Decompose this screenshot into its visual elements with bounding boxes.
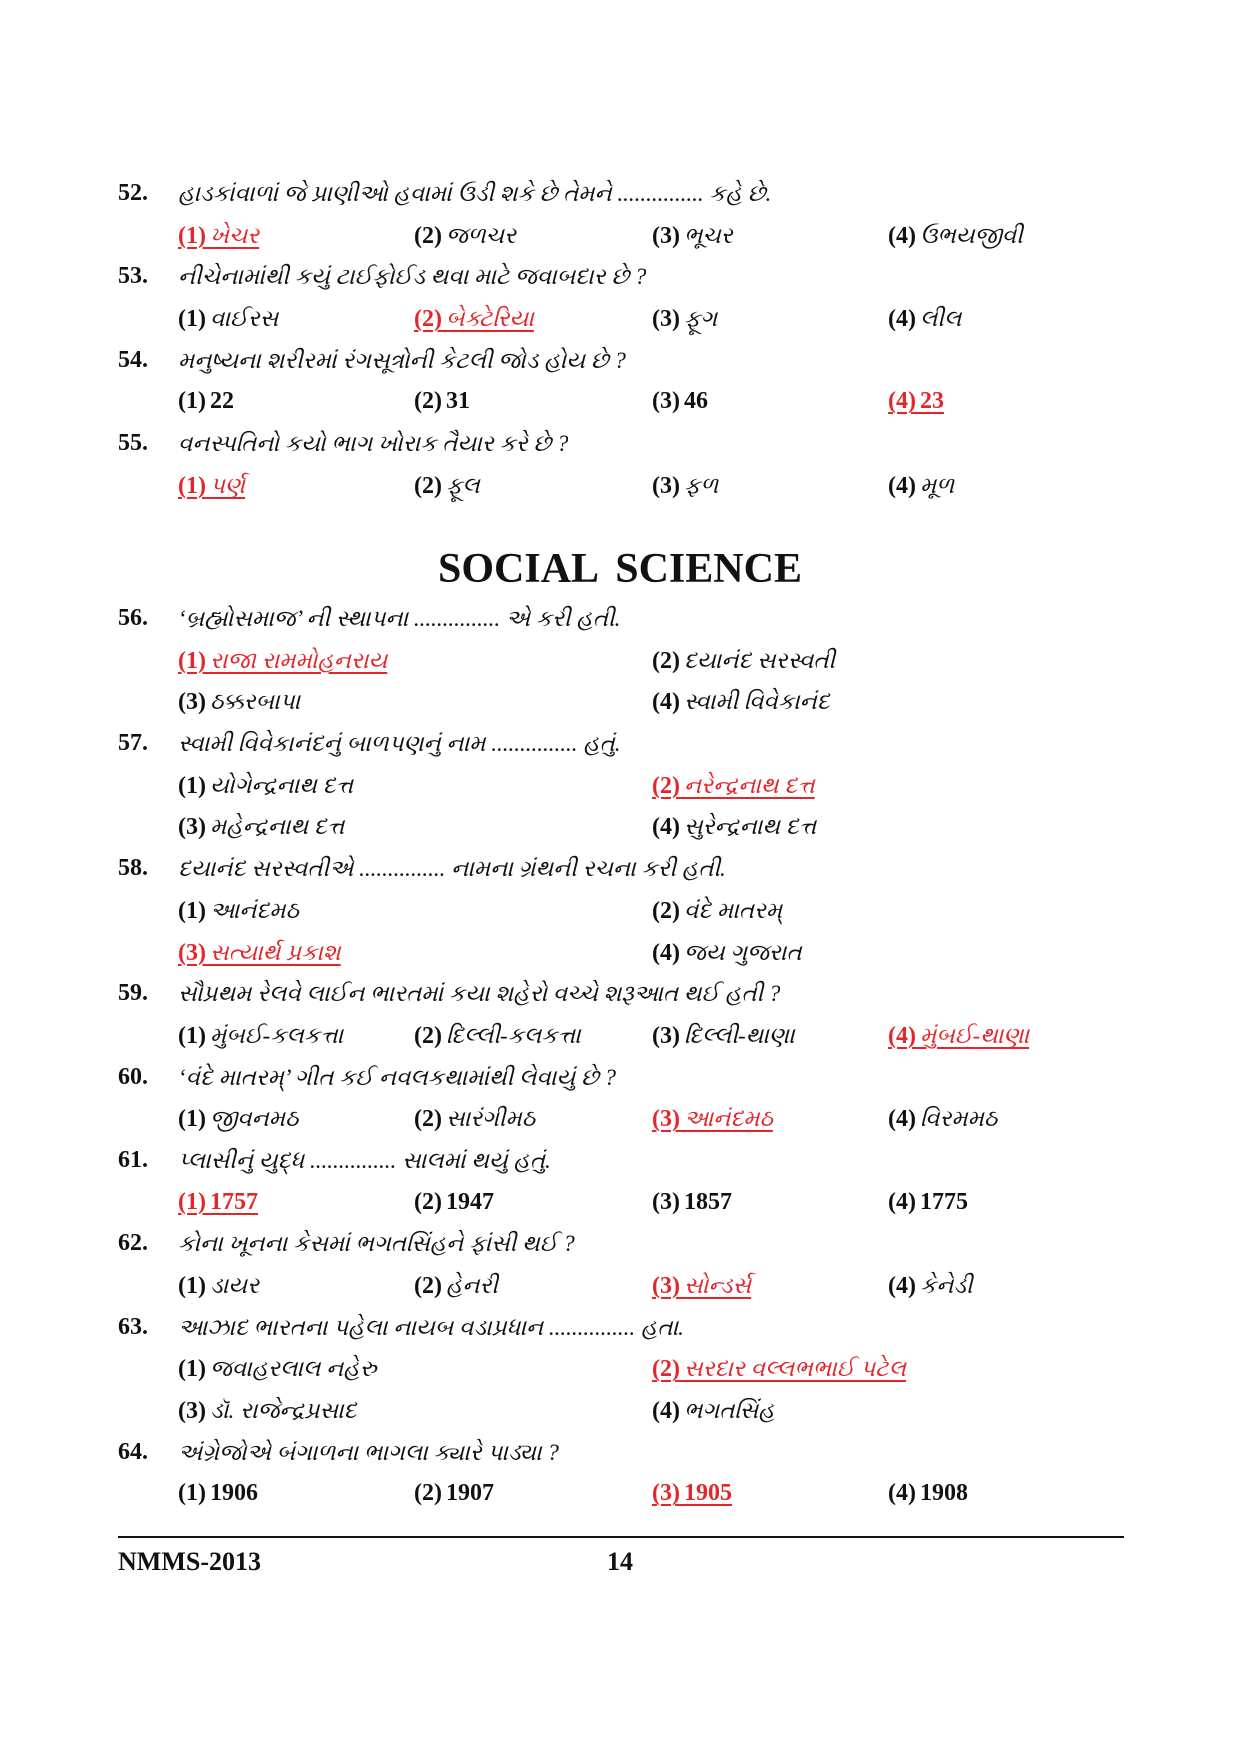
options-row: [0, 890, 1240, 932]
question-line: [0, 1432, 1240, 1474]
options-row: [0, 1098, 1240, 1140]
question-line: [0, 598, 1240, 640]
option-text: યોગેન્દ્રનાથ દત્ત: [209, 772, 354, 798]
question-61: [0, 1140, 1240, 1223]
options-row: [0, 1265, 1240, 1307]
option-label: (3): [652, 388, 680, 415]
question-number: 61.: [118, 1146, 148, 1173]
option-text: 1908: [919, 1480, 968, 1507]
social-science-questions: [0, 598, 1240, 1515]
page-number: 14: [607, 1547, 633, 1576]
option-3: [178, 681, 300, 726]
option-3: [178, 806, 344, 851]
footer-divider: [118, 1536, 1124, 1538]
question-number: 64.: [118, 1438, 148, 1465]
option-3: [178, 1390, 357, 1435]
question-text: આઝાદ ભારતના પહેલા નાયબ વડાપ્રધાન ............... હતા.: [178, 1314, 684, 1340]
option-text: પર્ણ: [209, 472, 245, 498]
option-label: (4): [652, 939, 680, 966]
question-number: 52.: [118, 180, 148, 206]
option-1: [178, 465, 245, 510]
question-64: [0, 1432, 1240, 1515]
question-55: [0, 423, 1240, 506]
option-text: હેનરી: [445, 1273, 498, 1298]
option-4: [652, 806, 816, 851]
option-2: [414, 381, 470, 425]
option-text: જીવનમઠ: [209, 1106, 299, 1132]
option-label: (2): [414, 388, 442, 415]
option-text: ભૂચર: [683, 222, 733, 248]
option-label: (3): [652, 222, 680, 249]
option-label: (2): [652, 647, 680, 674]
option-text: મુંબઈ-કલકત્તા: [209, 1022, 344, 1048]
question-line: [0, 423, 1240, 465]
option-label: (3): [652, 1480, 680, 1507]
option-2: [414, 1015, 581, 1060]
option-label: (3): [652, 472, 680, 499]
option-text: જય ગુજરાત: [683, 939, 802, 965]
question-line: [0, 1140, 1240, 1182]
option-text: ડાયર: [209, 1273, 259, 1298]
option-1: [178, 215, 259, 260]
question-number: 63.: [118, 1313, 148, 1340]
option-text: ઉભયજીવી: [919, 222, 1023, 248]
options-row: [0, 681, 1240, 723]
option-3: [652, 1473, 732, 1517]
option-text: જળચર: [445, 222, 516, 248]
option-label: (2): [414, 222, 442, 249]
options-row: [0, 640, 1240, 682]
options-row: [0, 1348, 1240, 1390]
option-1: [178, 381, 234, 425]
option-label: (2): [414, 1480, 442, 1507]
section-heading: SOCIAL SCIENCE: [438, 546, 802, 592]
option-label: (3): [652, 1188, 680, 1215]
option-text: સારંગીમઠ: [445, 1106, 536, 1132]
question-line: [0, 1223, 1240, 1265]
option-label: (3): [652, 1022, 680, 1049]
option-label: (1): [178, 1273, 206, 1299]
option-3: [652, 1098, 773, 1143]
option-text: 31: [445, 388, 470, 415]
option-text: 1857: [683, 1188, 732, 1215]
option-4: [652, 932, 802, 977]
option-label: (2): [414, 472, 442, 499]
question-line: [0, 173, 1240, 215]
option-4: [888, 465, 954, 510]
option-label: (4): [888, 1188, 916, 1215]
option-4: [888, 1098, 997, 1143]
question-text: ‘બ્રહ્મોસમાજ’ ની સ્થાપના ............... એ કરી હતી.: [178, 606, 621, 631]
options-row: [0, 1015, 1240, 1057]
option-label: (4): [652, 689, 680, 716]
options-row: [0, 465, 1240, 507]
question-number: 53.: [118, 263, 148, 290]
option-4: [652, 1390, 775, 1435]
question-number: 60.: [118, 1063, 148, 1090]
option-text: 1905: [683, 1480, 732, 1507]
question-63: [0, 1307, 1240, 1432]
question-line: [0, 340, 1240, 382]
option-label: (1): [178, 388, 206, 415]
option-text: 1757: [209, 1188, 258, 1215]
options-row: [0, 765, 1240, 807]
science-questions: [0, 173, 1240, 507]
option-text: મહેન્દ્રનાથ દત્ત: [209, 814, 345, 840]
question-54: [0, 340, 1240, 423]
option-text: ભગતસિંહ: [683, 1398, 775, 1424]
option-2: [414, 215, 516, 260]
option-label: (1): [178, 1188, 206, 1215]
question-line: [0, 1057, 1240, 1099]
question-56: [0, 598, 1240, 723]
question-58: [0, 848, 1240, 973]
exam-code: NMMS-2013: [118, 1547, 261, 1576]
question-text: ‘વંદે માતરમ્’ ગીત કઈ નવલકથામાંથી લેવાયું છે ?: [178, 1064, 616, 1090]
option-text: 46: [683, 388, 708, 415]
option-label: (1): [178, 1480, 206, 1507]
option-2: [652, 765, 815, 810]
option-4: [888, 298, 961, 343]
option-label: (2): [414, 1273, 442, 1299]
option-4: [652, 681, 830, 726]
option-text: કેનેડી: [919, 1273, 973, 1298]
option-4: [888, 1473, 968, 1517]
options-row: [0, 932, 1240, 974]
option-label: (1): [178, 897, 206, 924]
option-label: (2): [652, 897, 680, 924]
option-text: ફૂલ: [445, 472, 480, 498]
option-text: મુંબઈ-થાણા: [919, 1022, 1030, 1048]
option-text: નરેન્દ્રનાથ દત્ત: [683, 772, 815, 798]
option-1: [178, 1348, 376, 1393]
option-3: [652, 215, 733, 260]
option-label: (2): [652, 772, 680, 799]
question-number: 58.: [118, 855, 148, 882]
option-1: [178, 1265, 259, 1310]
option-label: (4): [888, 1480, 916, 1507]
question-text: નીચેનામાંથી કયું ટાઈફોઈડ થવા માટે જવાબદાર છે ?: [178, 264, 647, 290]
option-label: (2): [414, 1022, 442, 1049]
options-row: [0, 1390, 1240, 1432]
option-label: (2): [652, 1356, 680, 1383]
option-text: વંદે માતરમ્: [683, 897, 783, 923]
option-2: [414, 465, 480, 510]
options-row: [0, 298, 1240, 340]
option-label: (3): [178, 814, 206, 841]
option-text: 23: [919, 388, 944, 415]
options-row: [0, 381, 1240, 423]
option-label: (3): [652, 1273, 680, 1299]
option-2: [652, 890, 782, 935]
question-line: [0, 973, 1240, 1015]
option-text: આનંદમઠ: [683, 1106, 773, 1132]
option-text: આનંદમઠ: [209, 897, 299, 923]
question-62: [0, 1223, 1240, 1306]
option-text: વાઈરસ: [209, 306, 279, 332]
option-text: જવાહરલાલ નહેરુ: [209, 1356, 377, 1382]
option-3: [652, 465, 718, 510]
question-60: [0, 1057, 1240, 1140]
option-label: (4): [652, 1398, 680, 1425]
options-row: [0, 1182, 1240, 1224]
option-3: [652, 1015, 795, 1060]
option-label: (4): [888, 388, 916, 415]
question-text: કોના ખૂનના કેસમાં ભગતસિંહને ફાંસી થઈ ?: [178, 1231, 575, 1257]
option-3: [652, 381, 708, 425]
option-label: (1): [178, 222, 206, 249]
option-2: [414, 1473, 494, 1517]
question-line: [0, 1307, 1240, 1349]
option-text: મૂળ: [919, 472, 955, 498]
option-4: [888, 1015, 1029, 1060]
option-label: (1): [178, 647, 206, 674]
question-text: દયાનંદ સરસ્વતીએ ............... નામના ગ્રંથની રચના કરી હતી.: [178, 856, 726, 882]
question-line: [0, 723, 1240, 765]
question-text: અંગ્રેજોએ બંગાળના ભાગલા ક્યારે પાડ્યા ?: [178, 1439, 559, 1465]
question-number: 59.: [118, 980, 148, 1007]
option-1: [178, 890, 299, 935]
option-1: [178, 765, 353, 810]
option-2: [414, 1265, 498, 1310]
option-text: સુરેન્દ્રનાથ દત્ત: [683, 814, 817, 840]
option-text: 1906: [209, 1480, 258, 1507]
option-label: (4): [888, 1022, 916, 1049]
option-2: [652, 640, 835, 685]
question-number: 54.: [118, 346, 148, 373]
question-text: હાડકાંવાળાં જે પ્રાણીઓ હવામાં ઉડી શકે છે તેમને ............... કહે છે.: [178, 181, 772, 206]
option-label: (3): [178, 689, 206, 716]
option-text: દયાનંદ સરસ્વતી: [683, 647, 836, 673]
question-52: [0, 173, 1240, 256]
option-text: લીલ: [919, 306, 962, 332]
option-label: (4): [652, 814, 680, 841]
option-text: રાજા રામમોહનરાય: [209, 647, 388, 673]
question-57: [0, 723, 1240, 848]
option-3: [652, 1265, 751, 1310]
option-label: (1): [178, 1022, 206, 1049]
option-text: દિલ્લી-કલકત્તા: [445, 1022, 581, 1048]
option-4: [888, 1265, 973, 1310]
option-label: (4): [888, 472, 916, 499]
option-1: [178, 1098, 298, 1143]
question-text: વનસ્પતિનો કયો ભાગ ખોરાક તૈયાર કરે છે ?: [178, 431, 569, 457]
option-label: (1): [178, 472, 206, 499]
option-text: બેક્ટેરિયા: [445, 306, 534, 332]
option-label: (3): [652, 306, 680, 333]
option-2: [414, 298, 534, 343]
option-text: ફળ: [683, 472, 719, 498]
option-1: [178, 1015, 343, 1060]
question-text: પ્લાસીનું યુદ્ધ ............... સાલમાં થયું હતું.: [178, 1147, 551, 1173]
option-text: સત્યાર્થ પ્રકાશ: [209, 939, 341, 965]
option-text: દિલ્લી-થાણા: [683, 1022, 795, 1048]
option-1: [178, 640, 387, 685]
option-text: સરદાર વલ્લભભાઈ પટેલ: [683, 1356, 906, 1382]
option-label: (4): [888, 306, 916, 333]
option-text: ફૂગ: [683, 306, 718, 332]
options-row: [0, 1473, 1240, 1515]
options-row: [0, 215, 1240, 257]
option-3: [652, 298, 717, 343]
question-text: સ્વામી વિવેકાનંદનું બાળપણનું નામ ............... હતું.: [178, 731, 621, 757]
option-label: (4): [888, 1106, 916, 1133]
option-label: (2): [414, 306, 442, 333]
option-text: ડૉ. રાજેન્દ્રપ્રસાદ: [209, 1398, 357, 1424]
option-label: (2): [414, 1188, 442, 1215]
option-label: (4): [888, 1273, 916, 1299]
option-label: (1): [178, 1356, 206, 1383]
option-text: ઠક્કરબાપા: [209, 689, 301, 715]
option-4: [888, 215, 1023, 260]
option-text: 22: [209, 388, 234, 415]
option-3: [652, 1182, 732, 1226]
option-3: [178, 932, 341, 977]
option-2: [652, 1348, 906, 1393]
option-text: સ્વામી વિવેકાનંદ: [683, 689, 830, 715]
option-label: (3): [652, 1106, 680, 1133]
question-53: [0, 256, 1240, 339]
question-59: [0, 973, 1240, 1056]
question-line: [0, 848, 1240, 890]
option-text: 1907: [445, 1480, 494, 1507]
option-1: [178, 298, 278, 343]
option-4: [888, 1182, 968, 1226]
option-label: (3): [178, 939, 206, 966]
option-label: (1): [178, 772, 206, 799]
question-number: 56.: [118, 605, 148, 631]
option-4: [888, 381, 944, 425]
option-label: (3): [178, 1398, 206, 1425]
option-2: [414, 1098, 535, 1143]
option-text: 1947: [445, 1188, 494, 1215]
option-1: [178, 1473, 258, 1517]
question-text: મનુષ્યના શરીરમાં રંગસૂત્રોની કેટલી જોડ હોય છે ?: [178, 347, 626, 373]
option-text: સોન્ડર્સ: [683, 1273, 752, 1298]
option-text: ખેચર: [209, 222, 260, 248]
option-1: [178, 1182, 258, 1226]
option-2: [414, 1182, 494, 1226]
question-number: 57.: [118, 730, 148, 757]
question-line: [0, 256, 1240, 298]
option-text: વિરમમઠ: [919, 1106, 998, 1132]
option-label: (4): [888, 222, 916, 249]
option-label: (1): [178, 306, 206, 333]
question-text: સૌપ્રથમ રેલવે લાઈન ભારતમાં કયા શહેરો વચ્ચે શરૂઆત થઈ હતી ?: [178, 981, 781, 1007]
question-number: 62.: [118, 1230, 148, 1257]
option-label: (2): [414, 1106, 442, 1133]
option-text: 1775: [919, 1188, 968, 1215]
question-number: 55.: [118, 430, 148, 457]
options-row: [0, 806, 1240, 848]
option-label: (1): [178, 1106, 206, 1133]
